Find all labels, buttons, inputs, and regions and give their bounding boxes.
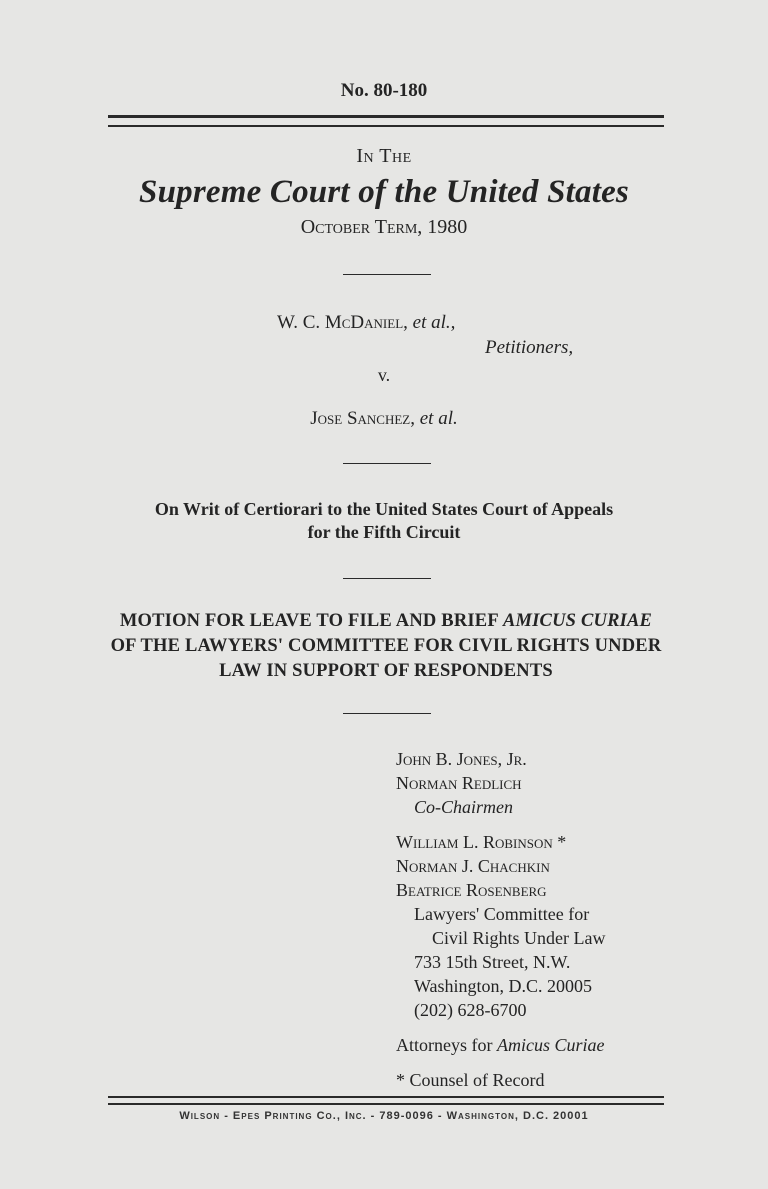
petitioner-name-text: W. C. McDaniel, (277, 312, 408, 333)
attorneys-for-line (396, 1033, 606, 1057)
address-line: Washington, D.C. 20005 (414, 976, 593, 996)
writ-line: On Writ of Certiorari to the United States Court of Appeals (154, 499, 614, 519)
motion-title-part: MOTION FOR LEAVE TO FILE AND BRIEF (119, 611, 499, 631)
printer-line: Wilson - Epes Printing Co., Inc. - 789-0096 - Washington, D.C. 20001 (179, 1110, 589, 1122)
motion-amicus: AMICUS (502, 611, 577, 631)
respondent-etal: et al. (419, 408, 458, 429)
versus: v. (377, 365, 391, 385)
motion-title-part: OF THE LAWYERS' COMMITTEE FOR CIVIL RIGHTS UNDER LAW IN SUPPORT OF RESPONDENTS (110, 636, 662, 681)
respondent-name-text: Jose Sanchez, (310, 408, 415, 429)
co-chairmen-label: Co-Chairmen (414, 797, 513, 817)
counsel-name: Norman J. Chachkin (396, 856, 550, 876)
motion-title (108, 609, 664, 684)
court-name: Supreme Court of the United States (139, 174, 629, 210)
in-the-heading: In The (356, 145, 412, 167)
divider-rule (343, 463, 431, 464)
motion-curiae: CURIAE (580, 611, 653, 631)
docket-number: No. 80-180 (340, 80, 428, 101)
counsel-of-record-note: * Counsel of Record (396, 1070, 545, 1090)
counsel-name: John B. Jones, Jr. (396, 749, 527, 769)
writ-caption (0, 498, 768, 544)
bottom-double-rule (108, 1096, 664, 1105)
top-double-rule (108, 115, 664, 127)
organization-line: Civil Rights Under Law (432, 928, 606, 948)
counsel-name: Beatrice Rosenberg (396, 880, 547, 900)
address-line: 733 15th Street, N.W. (414, 952, 571, 972)
counsel-block (396, 747, 606, 1092)
divider-rule (343, 713, 431, 714)
respondent-name (0, 408, 768, 430)
writ-line: for the Fifth Circuit (307, 522, 461, 542)
term-heading: October Term, 1980 (300, 216, 468, 238)
petitioner-etal: et al., (412, 312, 456, 333)
attorneys-for-role: Amicus Curiae (496, 1035, 605, 1055)
divider-rule (343, 578, 431, 579)
organization-line: Lawyers' Committee for (414, 904, 590, 924)
divider-rule (343, 274, 431, 275)
petitioner-name (277, 312, 455, 334)
counsel-name: William L. Robinson * (396, 832, 567, 852)
petitioner-role: Petitioners, (485, 337, 574, 358)
phone-line: (202) 628-6700 (414, 1000, 527, 1020)
attorneys-for-prefix: Attorneys for (396, 1035, 493, 1055)
counsel-name: Norman Redlich (396, 773, 522, 793)
